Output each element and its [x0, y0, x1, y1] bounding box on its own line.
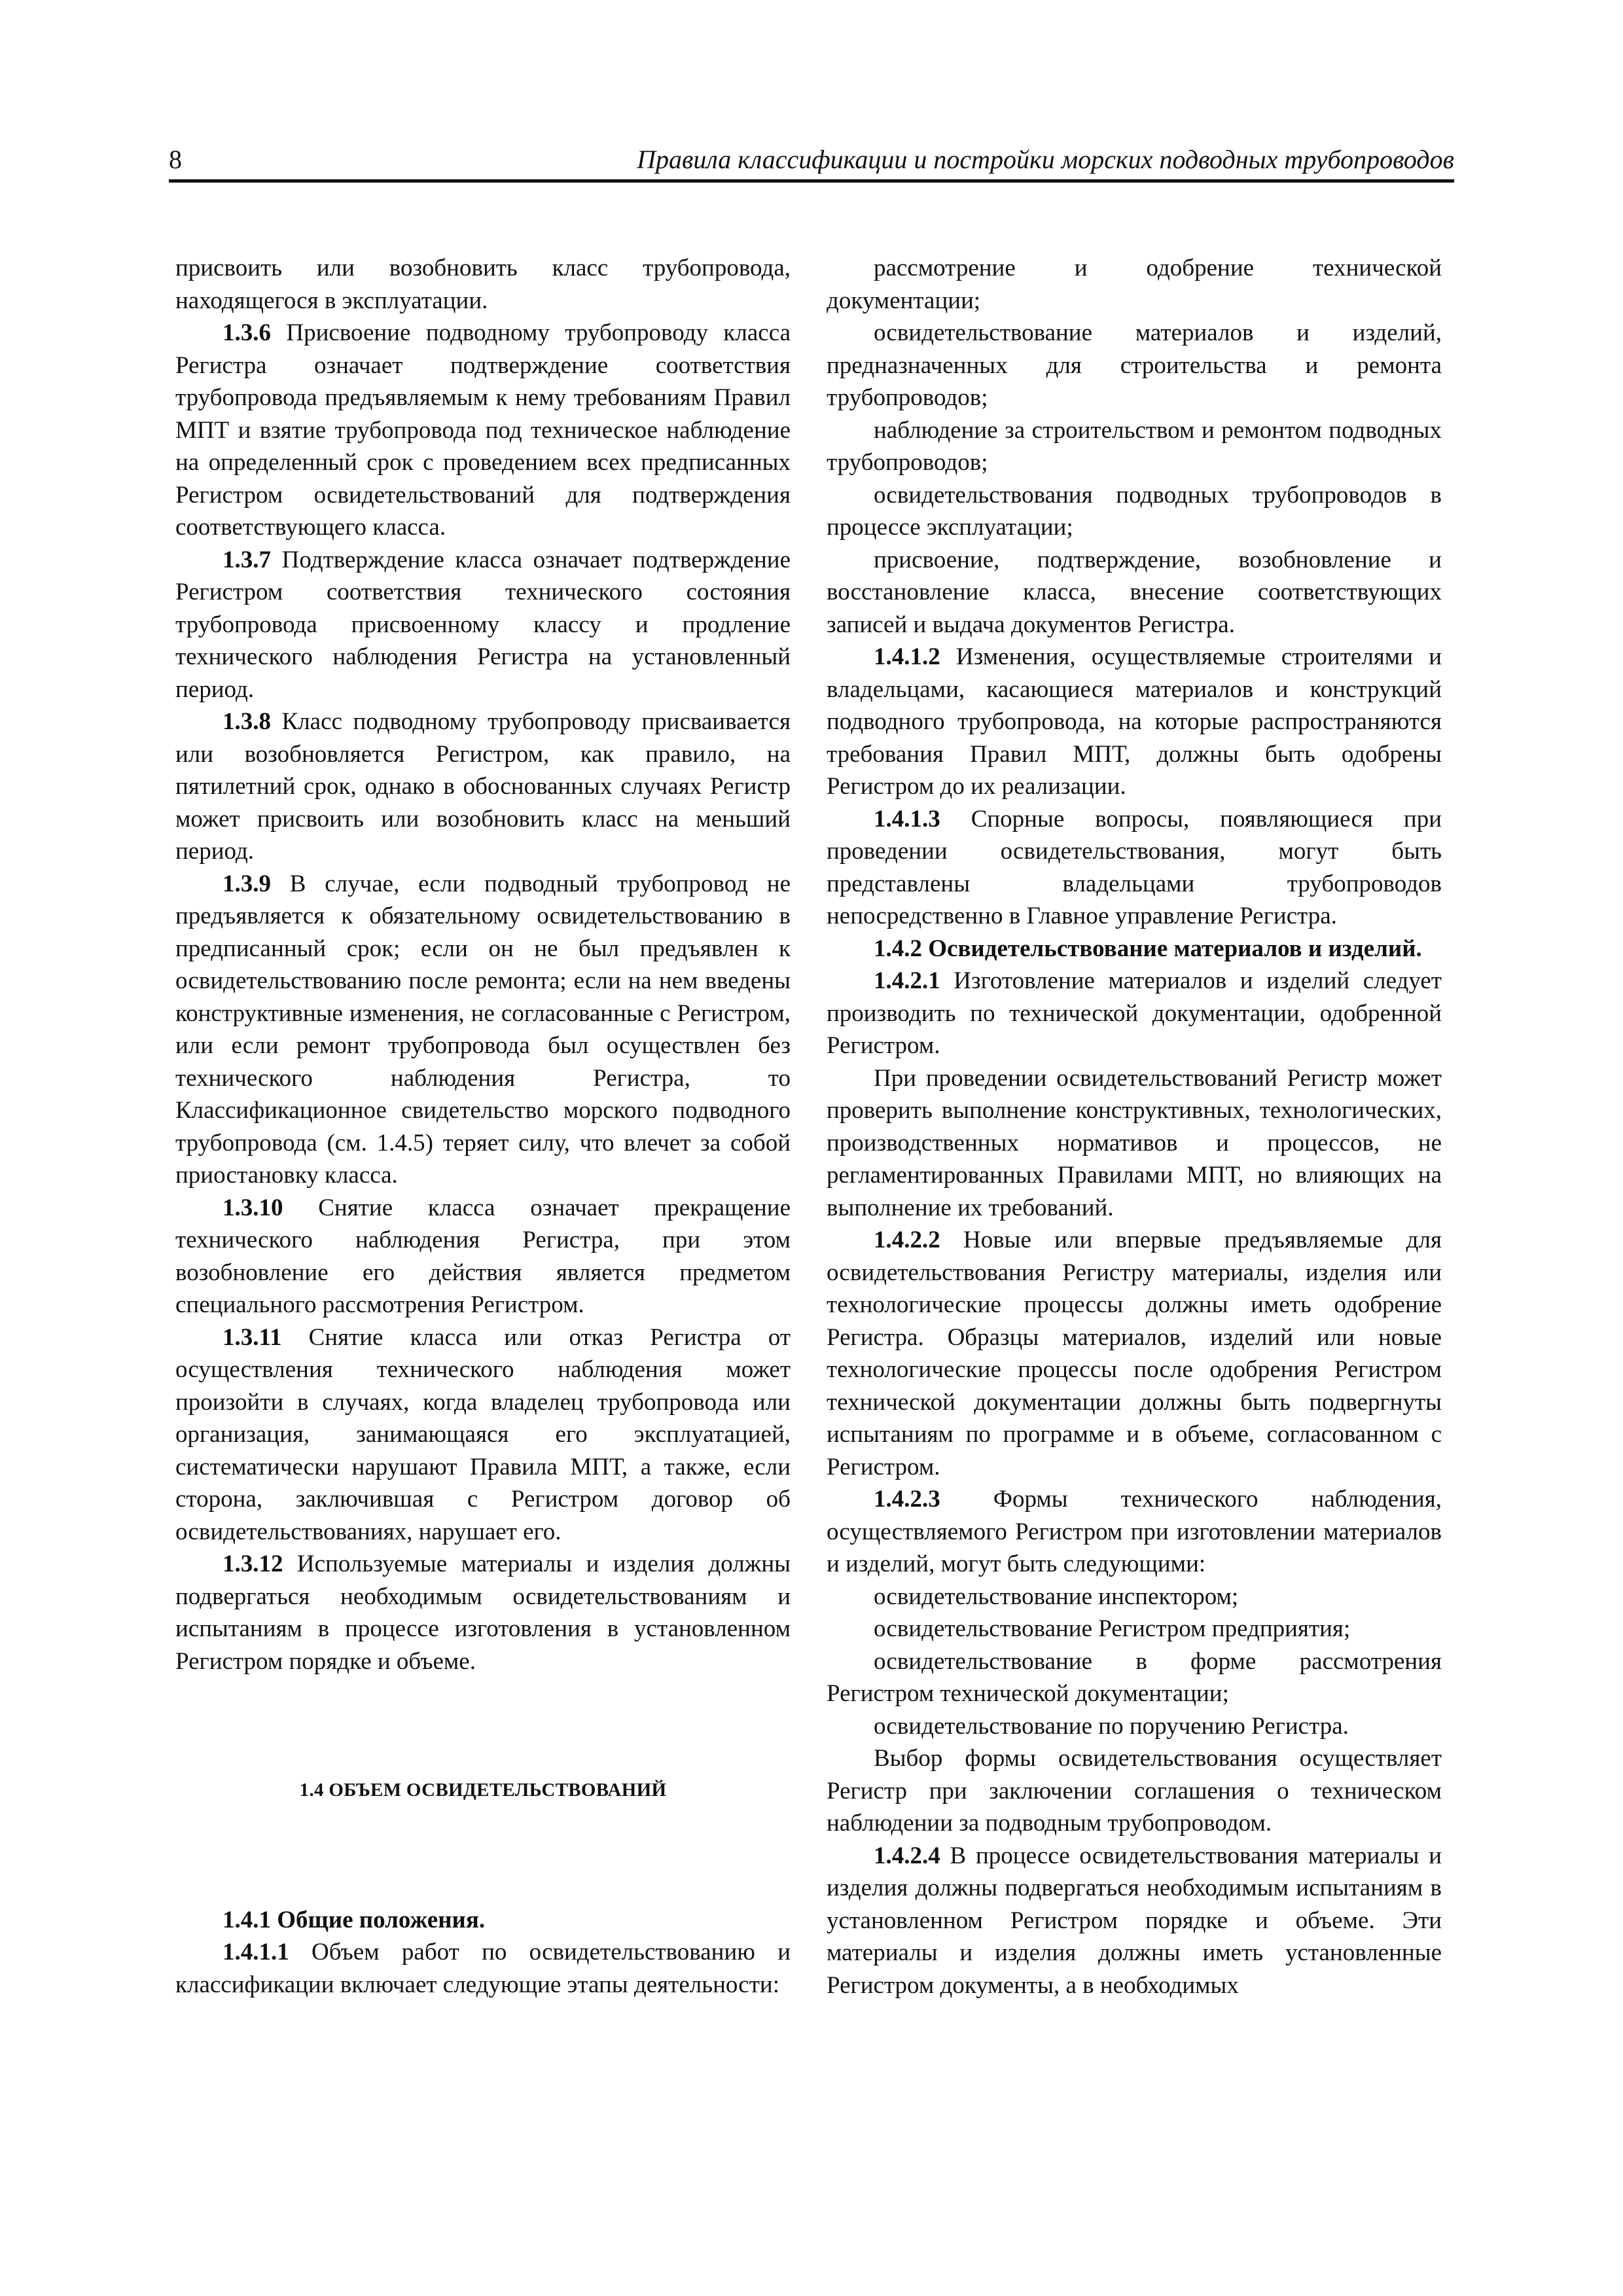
running-title: Правила классификации и постройки морских подводных трубопроводов: [637, 145, 1454, 174]
list-item: освидетельствования подводных трубопроводов в процессе эксплуатации;: [827, 481, 1442, 541]
paragraph-1-4-1-1: [175, 1936, 791, 2001]
paragraph-1-3-12: [175, 1548, 791, 1677]
list-item: освидетельствование материалов и изделий, предназначенных для строительства и ремонта трубопроводов;: [827, 319, 1442, 411]
clause-number: 1.3.11: [223, 1323, 282, 1351]
clause-text: Используемые материалы и изделия должны подвергаться необходимым освидетельствованиям и испытаниям в процессе изготовления в установленном Регистром порядке и объеме.: [175, 1551, 791, 1675]
clause-number: 1.3.9: [223, 870, 271, 897]
clause-number: 1.4.2.3: [874, 1486, 940, 1513]
clause-number: 1.3.8: [223, 708, 271, 735]
list-item: присвоение, подтверждение, возобновление и восстановление класса, внесение соответствующих записей и выдача документов Регистра.: [827, 546, 1442, 638]
paragraph-1-4-2-4: [827, 1840, 1442, 2002]
left-column: [175, 252, 791, 2001]
clause-text: Снятие класса или отказ Регистра от осуществления технического наблюдения может произойти в случаях, когда владелец трубопровода или организация, занимающаяся его эксплуатацией, систематически нарушают Правила МПТ, а также, если сторона, заключившая с Регистром договор об освидетельствованиях, нарушает его.: [175, 1323, 791, 1545]
list-item: освидетельствование инспектором;: [874, 1583, 1239, 1610]
clause-number: 1.3.7: [223, 546, 271, 573]
clause-number: 1.4.1.1: [223, 1939, 289, 1965]
paragraph-1-3-11: [175, 1321, 791, 1549]
clause-text: Формы технического наблюдения, осуществляемого Регистром при изготовлении материалов и изделий, могут быть следующими:: [827, 1486, 1442, 1577]
clause-number: 1.4.1.3: [874, 805, 940, 833]
clause-number: 1.3.10: [223, 1194, 283, 1221]
clause-text: Присвоение подводному трубопроводу класса Регистра означает подтверждение соответствия трубопровода предъявляемым к нему требованиям Правил МПТ и взятие трубопровода под техническое наблюдение на определенный срок с проведением всех предписанных Регистром освидетельствований для подтверждения соответствующего класса.: [175, 319, 791, 541]
list-item: наблюдение за строительством и ремонтом подводных трубопроводов;: [827, 416, 1442, 476]
paragraph: Выбор формы освидетельствования осуществляет Регистр при заключении соглашения о техническом наблюдении за подводным трубопроводом.: [827, 1745, 1442, 1837]
subsection-heading: 1.4.2 Освидетельствование материалов и изделий.: [874, 935, 1422, 962]
paragraph-1-4-2-2: [827, 1224, 1442, 1483]
paragraph-1-3-6: [175, 317, 791, 544]
right-column: [827, 252, 1442, 2001]
running-header: [169, 139, 1454, 183]
list-item: освидетельствование в форме рассмотрения Регистром технической документации;: [827, 1647, 1442, 1707]
paragraph-1-4-1-3: [827, 803, 1442, 933]
clause-text: Класс подводному трубопроводу присваивается или возобновляется Регистром, как правило, на пятилетний срок, однако в обоснованных случаях Регистр может присвоить или возобновить класс на меньший период.: [175, 708, 791, 865]
paragraph-1-4-2-1: [827, 965, 1442, 1062]
clause-text: Снятие класса означает прекращение технического наблюдения Регистра, при этом возобновление его действия является предметом специального рассмотрения Регистром.: [175, 1194, 791, 1318]
paragraph-1-3-7: [175, 544, 791, 706]
clause-text: Объем работ по освидетельствованию и классификации включает следующие этапы деятельности:: [175, 1939, 791, 1998]
list-item: освидетельствование Регистром предприятия;: [874, 1615, 1351, 1642]
clause-text: Изготовление материалов и изделий следует производить по технической документации, одобренной Регистром.: [827, 967, 1442, 1059]
clause-number: 1.4.2.4: [874, 1842, 940, 1869]
subsection-heading: 1.4.1 Общие положения.: [223, 1906, 486, 1933]
clause-text: Подтверждение класса означает подтверждение Регистром соответствия технического состояния трубопровода присвоенному классу и продление технического наблюдения Регистра на установленный период.: [175, 546, 791, 703]
paragraph-1-3-9: [175, 868, 791, 1192]
paragraph-1-4-1-2: [827, 641, 1442, 803]
paragraph-1-4-2-3: [827, 1483, 1442, 1581]
clause-text: Новые или впервые предъявляемые для освидетельствования Регистру материалы, изделия или технологические процессы должны иметь одобрение Регистра. Образцы материалов, изделий или новые технологические процессы после одобрения Регистром технической документации должны быть подвергнуты испытаниям по программе и в объеме, согласованном с Регистром.: [827, 1227, 1442, 1480]
clause-number: 1.4.1.2: [874, 643, 940, 670]
clause-text: Изменения, осуществляемые строителями и владельцами, касающиеся материалов и конструкций подводного трубопровода, на которые распространяются требования Правил МПТ, должны быть одобрены Регистром до их реализации.: [827, 643, 1442, 800]
list-item: рассмотрение и одобрение технической документации;: [827, 255, 1442, 314]
paragraph-1-3-10: [175, 1192, 791, 1321]
clause-number: 1.3.6: [223, 319, 271, 346]
clause-number: 1.4.2.1: [874, 967, 940, 994]
paragraph: присвоить или возобновить класс трубопровода, находящегося в эксплуатации.: [175, 255, 791, 314]
clause-text: Спорные вопросы, появляющиеся при проведении освидетельствования, могут быть представлены владельцами трубопроводов непосредственно в Главное управление Регистра.: [827, 805, 1442, 929]
paragraph-1-3-8: [175, 706, 791, 868]
section-heading: 1.4 ОБЪЕМ ОСВИДЕТЕЛЬСТВОВАНИЙ: [299, 1780, 667, 1801]
page-number: 8: [169, 145, 182, 174]
clause-number: 1.4.2.2: [874, 1227, 940, 1253]
clause-text: В случае, если подводный трубопровод не предъявляется к обязательному освидетельствованию в предписанный срок; если он не был предъявлен к освидетельствованию после ремонта; если на нем введены конструктивные изменения, не согласованные с Регистром, или если ремонт трубопровода был осуществлен без технического наблюдения Регистра, то Классификационное свидетельство морского подводного трубопровода (см. 1.4.5) теряет силу, что влечет за собой приостановку класса.: [175, 870, 791, 1189]
paragraph: При проведении освидетельствований Регистр может проверить выполнение конструктивных, технологических, производственных нормативов и процессов, не регламентированных Правилами МПТ, но влияющих на выполнение их требований.: [827, 1064, 1442, 1221]
clause-text: В процессе освидетельствования материалы и изделия должны подвергаться необходимым испытаниям в установленном Регистром порядке и объеме. Эти материалы и изделия должны иметь установленные Регистром документы, а в необходимых: [827, 1842, 1442, 1999]
list-item: освидетельствование по поручению Регистра.: [874, 1712, 1349, 1740]
clause-number: 1.3.12: [223, 1551, 283, 1577]
